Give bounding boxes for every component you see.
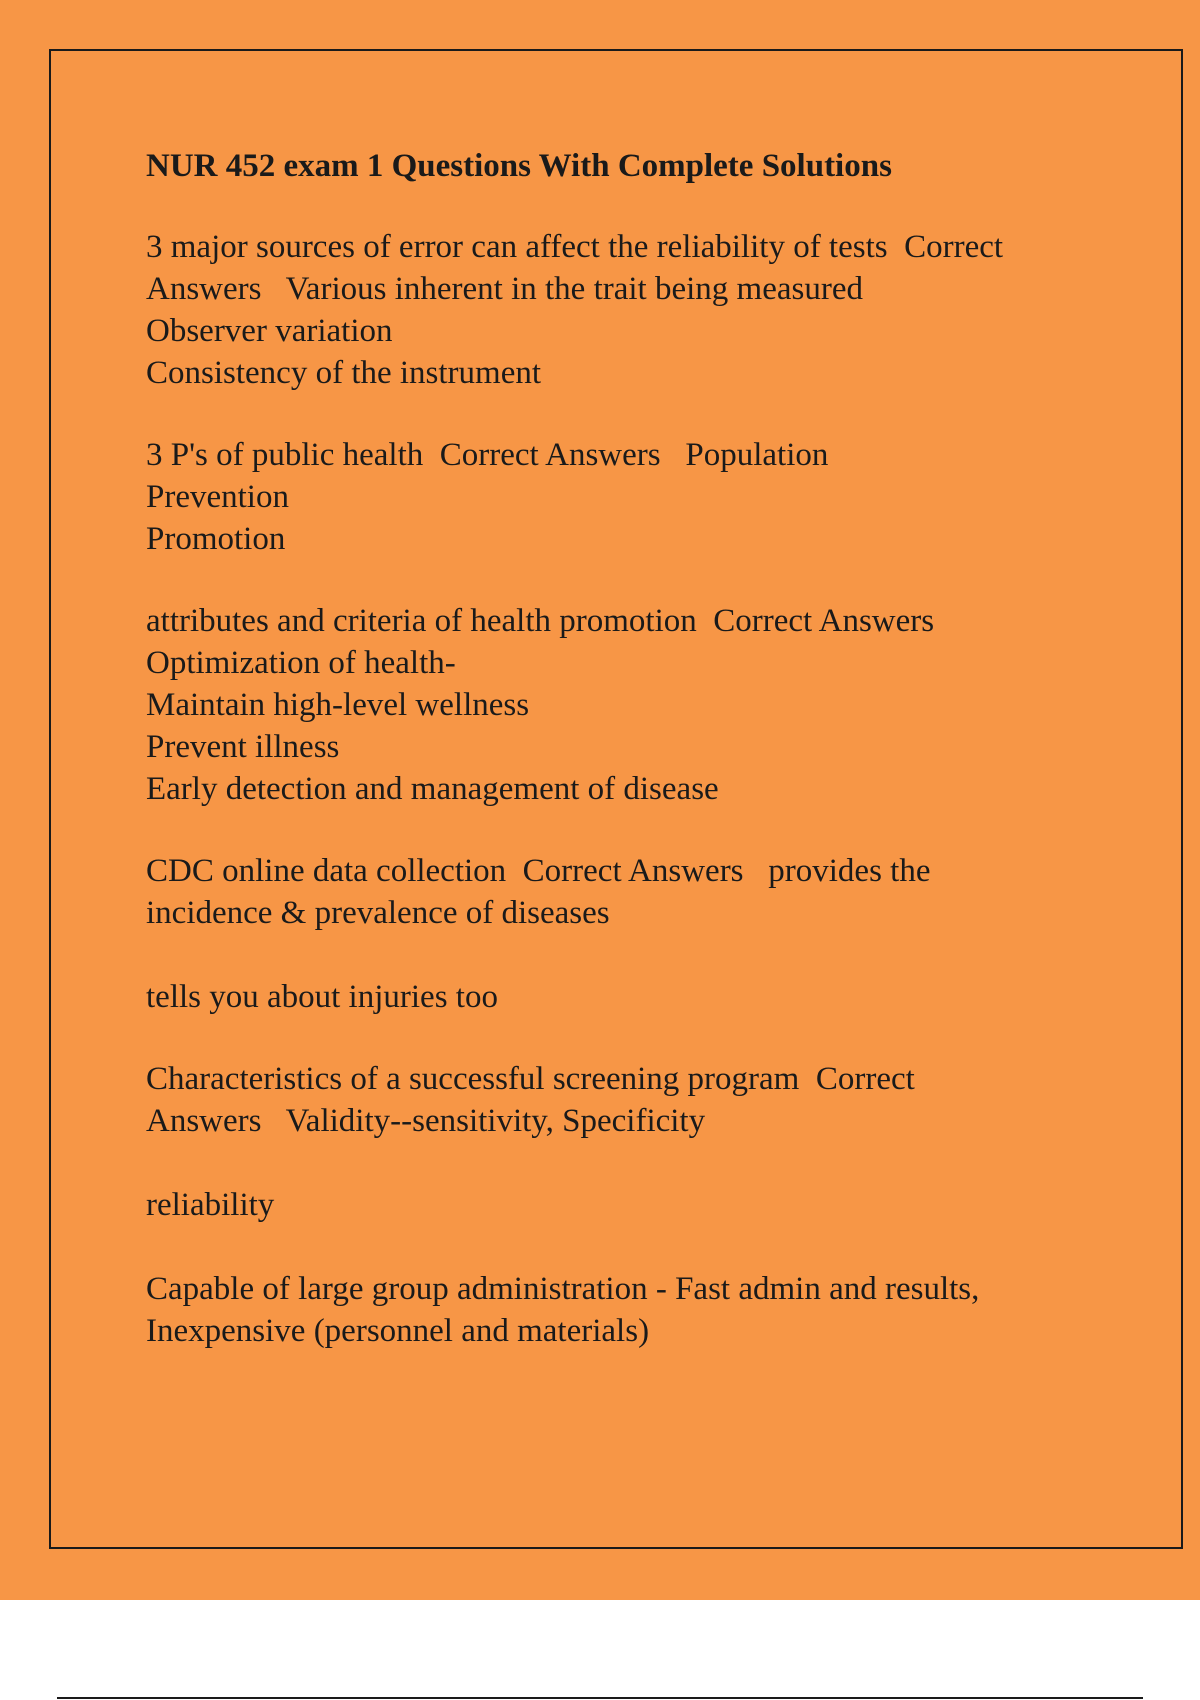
entry-line: Prevent illness — [146, 729, 340, 765]
entry-line: Answers Various inherent in the trait being measured — [146, 271, 863, 307]
entry-line: Inexpensive (personnel and materials) — [146, 1313, 650, 1349]
entry-line: incidence & prevalence of diseases — [146, 895, 610, 931]
entry-line: Characteristics of a successful screening program Correct — [146, 1061, 915, 1097]
entry-line: Consistency of the instrument — [146, 355, 542, 391]
entry-line: 3 P's of public health Correct Answers Population — [146, 437, 829, 473]
entry-line: reliability — [146, 1187, 275, 1223]
entry-line: CDC online data collection Correct Answers provides the — [146, 853, 931, 889]
qa-entry-health-promotion — [146, 600, 1106, 810]
entry-line: Capable of large group administration - Fast admin and results, — [146, 1271, 980, 1307]
paragraph-gap — [146, 1142, 1106, 1184]
entry-line: Answers Validity--sensitivity, Specificity — [146, 1103, 706, 1139]
paragraph-gap — [146, 1226, 1106, 1268]
entry-line: Early detection and management of disease — [146, 771, 719, 807]
entry-line: Maintain high-level wellness — [146, 687, 530, 723]
entry-line: Observer variation — [146, 313, 393, 349]
entry-line: attributes and criteria of health promotion Correct Answers — [146, 603, 935, 639]
qa-entry-reliability-errors — [146, 226, 1106, 394]
paragraph-gap — [146, 934, 1106, 976]
footer-rule — [57, 1697, 1143, 1699]
entry-line: Promotion — [146, 521, 286, 557]
entry-line: Prevention — [146, 479, 289, 515]
qa-entry-public-health — [146, 434, 1106, 560]
entry-line: tells you about injuries too — [146, 979, 498, 1015]
document-title: NUR 452 exam 1 Questions With Complete Solutions — [146, 148, 892, 184]
document-body — [146, 144, 1106, 1392]
qa-entry-screening-program — [146, 1058, 1106, 1352]
entry-line: 3 major sources of error can affect the reliability of tests Correct — [146, 229, 1004, 265]
qa-entry-cdc-data — [146, 850, 1106, 1018]
entry-line: Optimization of health- — [146, 645, 456, 681]
